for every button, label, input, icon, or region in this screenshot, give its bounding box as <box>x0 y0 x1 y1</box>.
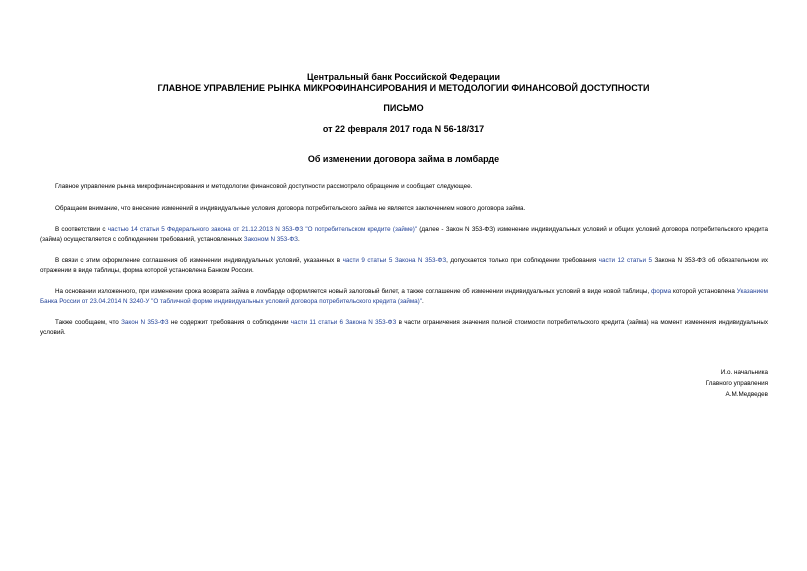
paragraph-5 <box>40 287 768 307</box>
document-date-number: от 22 февраля 2017 года N 56-18/317 <box>322 124 485 134</box>
link-law-353-art5-part9[interactable]: части 9 статьи 5 Закона N 353-ФЗ <box>342 257 447 264</box>
link-law-353[interactable]: Законом N 353-ФЗ <box>243 236 298 243</box>
organization-name: Центральный банк Российской Федерации <box>306 72 501 82</box>
paragraph-4 <box>40 256 768 276</box>
link-law-353-art5-part14[interactable]: частью 14 статьи 5 Федерального закона от 21.12.2013 N 353-ФЗ "О потребительском кредите (займе)" <box>107 226 418 233</box>
paragraph-4-text-2: , допускается только при соблюдении требования <box>446 257 599 264</box>
paragraph-6-text-1: Также сообщаем, что <box>55 319 122 326</box>
paragraph-6-text-2: не содержит требования о соблюдении <box>168 319 291 326</box>
paragraph-3 <box>40 225 768 245</box>
link-law-353-p6[interactable]: Закон N 353-ФЗ <box>121 319 169 326</box>
link-form[interactable]: форма <box>651 288 672 295</box>
signature-position: И.о. начальника <box>720 369 768 376</box>
paragraph-1: Главное управление рынка микрофинансирования и методологии финансовой доступности рассмотрело обращение и сообщает следующее. <box>55 183 473 190</box>
signature-name: А.М.Медведев <box>725 391 768 398</box>
paragraph-3-text-1: В соответствии с <box>55 226 108 233</box>
paragraph-6-text-3: в части ограничения значения полной стоимости потребительского кредита (займа) на момент изменения индивидуальных условий. <box>40 319 768 336</box>
document-type: ПИСЬМО <box>383 103 424 113</box>
link-directive-3240-u[interactable]: Указанием Банка России от 23.04.2014 N 3240-У "О табличной форме индивидуальных условий договора потребительского кредита (займа)" <box>40 288 768 305</box>
paragraph-5-text-1: На основании изложенного, при изменении срока возврата займа в ломбарде оформляется новый залоговый билет, а также соглашение об изменении индивидуальных условий в виде новой таблицы, <box>55 288 652 295</box>
paragraph-3-text-3: . <box>297 236 300 243</box>
paragraph-3-text-2: (далее - Закон N 353-ФЗ) изменение индивидуальных условий и общих условий договора потребительского кредита (займа) осуществляется с соблюдением требований, установленных <box>40 226 768 243</box>
link-art5-part12[interactable]: части 12 статьи 5 <box>598 257 652 264</box>
signature-department: Главного управления <box>705 380 768 387</box>
link-law-353-art6-part11[interactable]: части 11 статьи 6 Закона N 353-ФЗ <box>290 319 397 326</box>
paragraph-5-text-2: которой установлена <box>671 288 737 295</box>
paragraph-6 <box>40 318 768 338</box>
document-title: Об изменении договора займа в ломбарде <box>307 154 500 164</box>
department-name: ГЛАВНОЕ УПРАВЛЕНИЕ РЫНКА МИКРОФИНАНСИРОВАНИЯ И МЕТОДОЛОГИИ ФИНАНСОВОЙ ДОСТУПНОСТИ <box>157 83 650 93</box>
paragraph-5-text-3: . <box>422 298 424 305</box>
paragraph-4-text-1: В связи с этим оформление соглашения об изменении индивидуальных условий, указанных в <box>55 257 343 264</box>
paragraph-4-text-3: Закона N 353-ФЗ об обязательном их отражении в виде таблицы, форма которой установлена Банком России. <box>40 257 768 274</box>
paragraph-2: Обращаем внимание, что внесение изменений в индивидуальные условия договора потребительского займа не является заключением нового договора займа. <box>55 205 526 212</box>
